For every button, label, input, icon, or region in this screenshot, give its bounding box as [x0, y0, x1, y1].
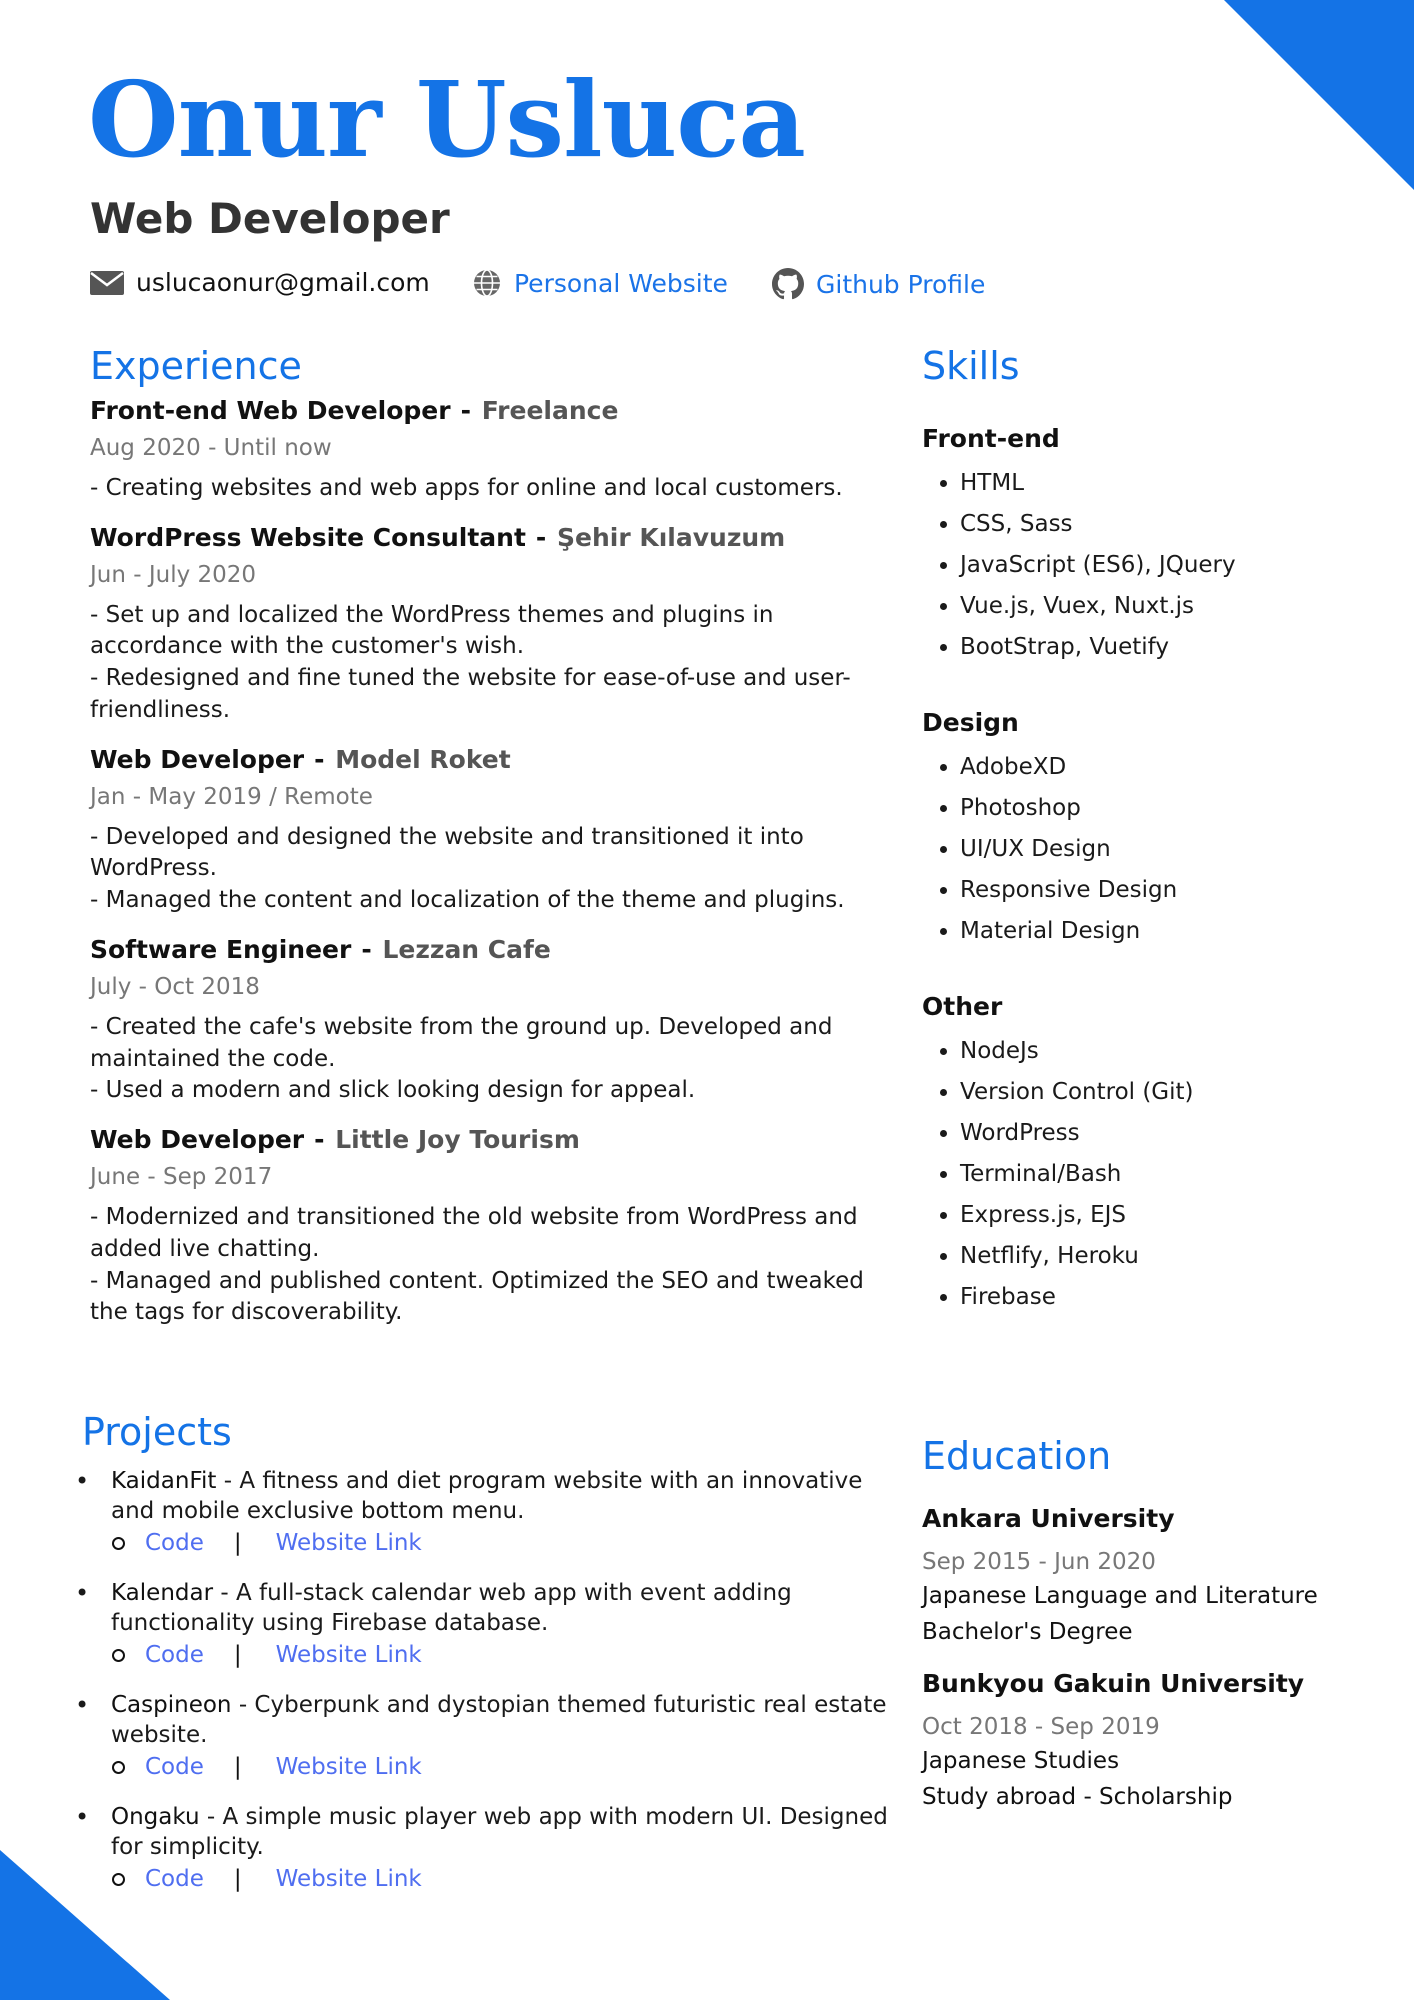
- project-description: - A simple music player web app with modern UI. Designed for simplicity.: [111, 1804, 888, 1860]
- circle-bullet-icon: [112, 1873, 125, 1886]
- project-website-link[interactable]: Website Link: [275, 1754, 422, 1780]
- school-detail: Japanese Studies: [922, 1748, 1120, 1774]
- skill-item: • BootStrap, Vuetify: [960, 627, 1362, 668]
- job-description-line: - Managed the content and localization of the theme and plugins.: [90, 887, 845, 914]
- bullet-icon: •: [75, 1579, 90, 1607]
- job-entry: [90, 396, 870, 505]
- job-separator: -: [361, 934, 372, 964]
- job-company: Freelance: [481, 396, 619, 425]
- skill-list: [922, 747, 1362, 952]
- job-description-line: - Developed and designed the website and transitioned it into WordPress.: [90, 823, 804, 882]
- education-section: [922, 1504, 1372, 1834]
- project-name: KaidanFit: [111, 1468, 217, 1494]
- bullet-icon: •: [75, 1803, 90, 1831]
- job-title-heading: Web Developer: [90, 194, 450, 243]
- project-code-link[interactable]: Code: [145, 1530, 204, 1556]
- job-description: [90, 473, 870, 505]
- skill-item: • Version Control (Git): [960, 1072, 1362, 1113]
- personal-website-link[interactable]: Personal Website: [514, 268, 728, 298]
- skill-item: • JavaScript (ES6), JQuery: [960, 545, 1362, 586]
- candidate-name: Onur Usluca: [88, 58, 805, 181]
- bullet-icon: •: [75, 1467, 90, 1495]
- education-heading: Education: [922, 1434, 1112, 1478]
- school-date: Oct 2018 - Sep 2019: [922, 1714, 1160, 1740]
- skills-heading: Skills: [922, 344, 1020, 388]
- link-separator: |: [233, 1866, 242, 1892]
- job-date: June - Sep 2017: [90, 1164, 273, 1191]
- skill-list: [922, 1031, 1362, 1318]
- skill-item: • WordPress: [960, 1113, 1362, 1154]
- job-description: [90, 600, 870, 727]
- circle-bullet-icon: [112, 1761, 125, 1774]
- skill-group-title: Front-end: [922, 424, 1060, 453]
- skill-list: [922, 463, 1362, 668]
- skill-item: • NodeJs: [960, 1031, 1362, 1072]
- job-date: Aug 2020 - Until now: [90, 435, 332, 461]
- job-separator: -: [535, 522, 547, 552]
- experience-heading: Experience: [90, 344, 302, 388]
- project-website-link[interactable]: Website Link: [275, 1866, 422, 1892]
- job-heading: [90, 745, 870, 774]
- skill-item: • Vue.js, Vuex, Nuxt.js: [960, 586, 1362, 627]
- job-role: Software Engineer: [90, 934, 352, 964]
- github-icon: [772, 268, 804, 300]
- school-detail: Bachelor's Degree: [922, 1619, 1133, 1645]
- education-entry: [922, 1669, 1372, 1812]
- job-description-line: - Created the cafe's website from the ground up. Developed and maintained the code.: [90, 1013, 833, 1072]
- skill-item: • Firebase: [960, 1277, 1362, 1318]
- project-summary: [72, 1802, 892, 1862]
- link-separator: |: [233, 1530, 242, 1556]
- school-detail: Study abroad - Scholarship: [922, 1784, 1233, 1810]
- github-contact[interactable]: [772, 268, 985, 300]
- skills-section: [922, 424, 1362, 1358]
- job-date: Jun - July 2020: [90, 561, 257, 588]
- globe-icon: [472, 268, 502, 298]
- project-summary: [72, 1466, 892, 1526]
- mail-icon: [90, 271, 124, 295]
- project-links: [112, 1866, 892, 1892]
- school-detail: Japanese Language and Literature: [922, 1583, 1318, 1609]
- skill-item: • AdobeXD: [960, 747, 1362, 788]
- project-text: [111, 1578, 892, 1638]
- job-description-line: - Redesigned and fine tuned the website for ease-of-use and user-friendliness.: [90, 665, 851, 723]
- school-date: Sep 2015 - Jun 2020: [922, 1549, 1156, 1575]
- skill-group-design: [922, 708, 1362, 952]
- job-role: Front-end Web Developer: [90, 396, 451, 425]
- project-name: Caspineon: [111, 1692, 232, 1718]
- project-item: [72, 1690, 892, 1780]
- job-description-line: - Set up and localized the WordPress themes and plugins in accordance with the customer's wish.: [90, 601, 774, 660]
- project-description: - Cyberpunk and dystopian themed futuristic real estate website.: [111, 1692, 887, 1748]
- skill-group-title: Design: [922, 708, 1019, 737]
- project-text: [111, 1690, 892, 1750]
- job-entry: [90, 1125, 870, 1329]
- project-description: - A full-stack calendar web app with event adding functionality using Firebase database.: [111, 1580, 792, 1636]
- circle-bullet-icon: [112, 1537, 125, 1550]
- project-description: - A fitness and diet program website with an innovative and mobile exclusive bottom menu.: [111, 1468, 863, 1524]
- project-item: [72, 1578, 892, 1668]
- corner-decoration-top-right: [1224, 0, 1414, 190]
- job-role: Web Developer: [90, 1125, 305, 1155]
- projects-section: [72, 1466, 892, 1914]
- link-separator: |: [233, 1642, 242, 1668]
- job-company: Şehir Kılavuzum: [557, 522, 786, 552]
- skill-item: • Terminal/Bash: [960, 1154, 1362, 1195]
- job-heading: [90, 935, 870, 964]
- github-profile-link[interactable]: Github Profile: [816, 269, 986, 299]
- job-entry: [90, 935, 870, 1107]
- skill-item: • Material Design: [960, 911, 1362, 952]
- job-description-line: - Managed and published content. Optimized the SEO and tweaked the tags for discoverability.: [90, 1267, 864, 1326]
- project-links: [112, 1642, 892, 1668]
- project-item: [72, 1466, 892, 1556]
- project-links: [112, 1754, 892, 1780]
- job-entry: [90, 745, 870, 917]
- website-contact[interactable]: [472, 268, 728, 298]
- skill-item: • Photoshop: [960, 788, 1362, 829]
- education-entry: [922, 1504, 1372, 1647]
- job-company: Little Joy Tourism: [335, 1125, 580, 1155]
- project-website-link[interactable]: Website Link: [275, 1642, 422, 1668]
- project-code-link[interactable]: Code: [145, 1642, 204, 1668]
- job-separator: -: [314, 744, 325, 774]
- project-summary: [72, 1578, 892, 1638]
- project-website-link[interactable]: Website Link: [275, 1530, 422, 1556]
- email-text: uslucaonur@gmail.com: [136, 268, 430, 297]
- skill-item: • HTML: [960, 463, 1362, 504]
- job-description-line: - Modernized and transitioned the old website from WordPress and added live chatting.: [90, 1204, 858, 1262]
- skill-item: • Netflify, Heroku: [960, 1236, 1362, 1277]
- project-code-link[interactable]: Code: [145, 1866, 204, 1892]
- school-name: Bunkyou Gakuin University: [922, 1669, 1305, 1698]
- job-company: Model Roket: [335, 744, 511, 774]
- school-name: Ankara University: [922, 1504, 1175, 1533]
- job-description: [90, 822, 870, 917]
- job-date: July - Oct 2018: [90, 973, 260, 1000]
- job-separator: -: [314, 1125, 325, 1155]
- email-contact: [90, 268, 430, 297]
- job-heading: [90, 523, 870, 552]
- skill-item: • Responsive Design: [960, 870, 1362, 911]
- job-separator: -: [460, 396, 471, 425]
- project-name: Kalendar: [111, 1580, 214, 1606]
- job-description: [90, 1012, 870, 1107]
- projects-heading: Projects: [82, 1410, 232, 1454]
- job-date: Jan - May 2019 / Remote: [90, 783, 373, 810]
- project-links: [112, 1530, 892, 1556]
- job-description: [90, 1202, 870, 1329]
- bullet-icon: •: [75, 1691, 90, 1719]
- job-entry: [90, 523, 870, 727]
- skill-item: • Express.js, EJS: [960, 1195, 1362, 1236]
- job-heading: [90, 396, 870, 425]
- project-text: [111, 1466, 892, 1526]
- job-company: Lezzan Cafe: [382, 934, 551, 964]
- experience-section: [90, 396, 870, 1347]
- project-name: Ongaku: [111, 1804, 200, 1830]
- skill-group-title: Other: [922, 992, 1003, 1021]
- skill-item: • CSS, Sass: [960, 504, 1362, 545]
- job-heading: [90, 1125, 870, 1154]
- job-description-line: - Creating websites and web apps for online and local customers.: [90, 475, 843, 501]
- skill-group-front-end: [922, 424, 1362, 668]
- project-code-link[interactable]: Code: [145, 1754, 204, 1780]
- skill-item: • UI/UX Design: [960, 829, 1362, 870]
- circle-bullet-icon: [112, 1649, 125, 1662]
- project-item: [72, 1802, 892, 1892]
- link-separator: |: [233, 1754, 242, 1780]
- skill-group-other: [922, 992, 1362, 1318]
- job-role: WordPress Website Consultant: [90, 522, 526, 552]
- job-role: Web Developer: [90, 744, 305, 774]
- project-summary: [72, 1690, 892, 1750]
- project-text: [111, 1802, 892, 1862]
- job-description-line: - Used a modern and slick looking design for appeal.: [90, 1077, 696, 1104]
